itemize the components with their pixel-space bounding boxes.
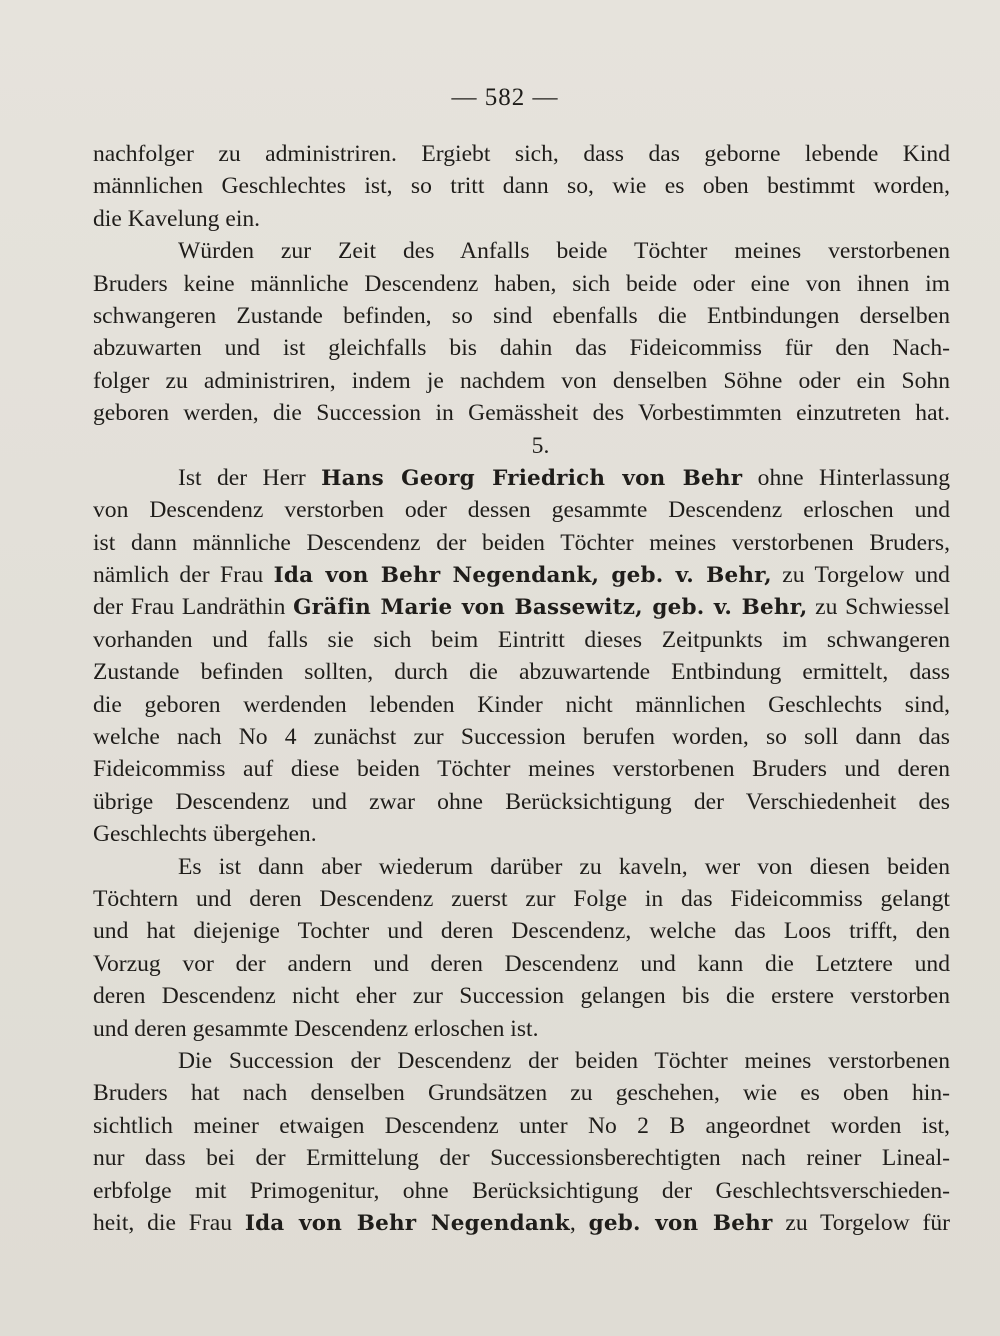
text-line: Bruders keine männliche Descendenz haben, sich beide oder eine von ihnen im (93, 270, 950, 297)
text-line: die geboren werdenden lebenden Kinder nicht männlichen Geschlechts sind, (93, 691, 950, 718)
bold-name: Hans Georg Friedrich von Behr (321, 465, 743, 491)
paragraph-end-line: die Kavelung ein. (93, 205, 261, 232)
text-line: erbfolge mit Primogenitur, ohne Berücksichtigung der Geschlechtsverschieden- (93, 1177, 950, 1204)
text-line: Bruders hat nach denselben Grundsätzen zu geschehen, wie es oben hin- (93, 1080, 950, 1107)
text-line: Fideicommiss auf diese beiden Töchter meines verstorbenen Bruders und deren (93, 756, 950, 783)
text-line: schwangeren Zustande befinden, so sind ebenfalls die Entbindungen derselben (93, 302, 950, 329)
text-line: der Frau Landräthin Gräfin Marie von Bassewitz, geb. v. Behr, zu Schwiessel (93, 594, 950, 621)
text-line: welche nach No 4 zunächst zur Succession berufen worden, so soll dann das (93, 724, 950, 751)
text-line: nur dass bei der Ermittelung der Successionsberechtigten nach reiner Lineal- (93, 1145, 950, 1172)
bold-name: Ida von Behr Negendank, geb. v. Behr, (273, 563, 772, 589)
section-number: 5. (531, 432, 550, 459)
text-line: abzuwarten und ist gleichfalls bis dahin das Fideicommiss für den Nach- (93, 335, 950, 362)
text-line: übrige Descendenz und zwar ohne Berücksichtigung der Verschiedenheit des (93, 788, 950, 815)
text-line: Töchtern und deren Descendenz zuerst zur Folge in das Fideicommiss gelangt (93, 885, 950, 912)
text-line: heit, die Frau Ida von Behr Negendank, geb. von Behr zu Torgelow für (93, 1209, 951, 1236)
text-line: vorhanden und falls sie sich beim Eintritt dieses Zeitpunkts im schwangeren (93, 626, 950, 653)
paragraph-start-line: Ist der Herr Hans Georg Friedrich von Behr ohne Hinterlassung (178, 464, 950, 491)
paragraph-start-line: Die Succession der Descendenz der beiden Töchter meines verstorbenen (178, 1047, 950, 1074)
text-line: sichtlich meiner etwaigen Descendenz unter No 2 B angeordnet worden ist, (93, 1112, 950, 1139)
bold-name: geb. von Behr (588, 1210, 773, 1236)
text-line: Vorzug vor der andern und deren Descendenz und kann die Letztere und (93, 950, 950, 977)
text-line: ist dann männliche Descendenz der beiden Töchter meines verstorbenen Bruders, (93, 529, 950, 556)
paragraph-end-line: und deren gesammte Descendenz erloschen ist. (93, 1015, 539, 1042)
body-text (93, 138, 950, 1239)
text-line: deren Descendenz nicht eher zur Succession gelangen bis die erstere verstorben (93, 983, 950, 1010)
paragraph-end-line: Geschlechts übergehen. (93, 821, 317, 848)
text-line: Zustande befinden sollten, durch die abzuwartende Entbindung ermittelt, dass (93, 659, 950, 686)
bold-name: Gräfin Marie von Bassewitz, geb. v. Behr, (293, 595, 808, 621)
text-line: von Descendenz verstorben oder dessen gesammte Descendenz erloschen und (93, 497, 950, 524)
text-line: und hat diejenige Tochter und deren Descendenz, welche das Loos trifft, den (93, 918, 950, 945)
text-line: nachfolger zu administriren. Ergiebt sich, dass das geborne lebende Kind (93, 141, 950, 167)
bold-name: Ida von Behr Negendank (244, 1210, 570, 1236)
paragraph-start-line: Es ist dann aber wiederum darüber zu kaveln, wer von diesen beiden (178, 853, 950, 880)
page-number: — 582 — (451, 84, 559, 111)
text-line: geboren werden, die Succession in Gemässheit des Vorbestimmten einzutreten hat. (93, 400, 950, 427)
paragraph-start-line: Würden zur Zeit des Anfalls beide Töchter meines verstorbenen (178, 238, 950, 265)
text-line: männlichen Geschlechtes ist, so tritt dann so, wie es oben bestimmt worden, (93, 173, 950, 200)
text-line: nämlich der Frau Ida von Behr Negendank, geb. v. Behr, zu Torgelow und (93, 562, 950, 589)
text-line: folger zu administriren, indem je nachdem von denselben Söhne oder ein Sohn (93, 367, 950, 394)
